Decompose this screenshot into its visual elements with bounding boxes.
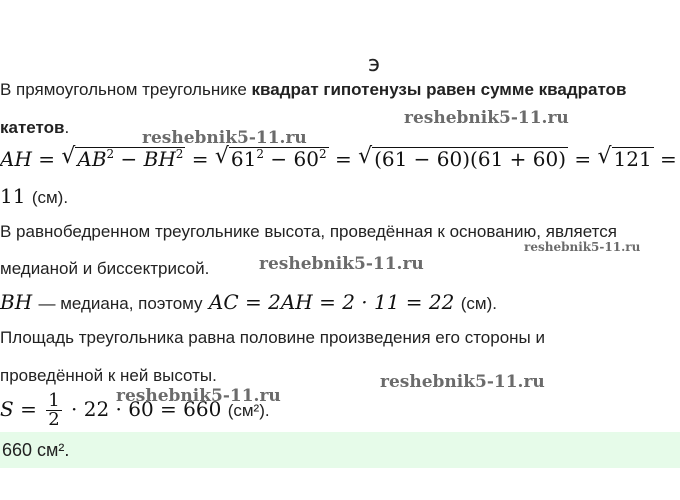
- eq1-minus-2: −: [270, 147, 288, 171]
- p1-plain: В прямоугольном треугольнике: [0, 80, 252, 99]
- eq1-sq-1: 2: [106, 147, 115, 161]
- p1-end: .: [64, 118, 70, 137]
- watermark-3: reshebnik5-11.ru: [524, 240, 641, 254]
- eq3-unit: (см²).: [227, 401, 270, 420]
- eq1-eq-1: =: [38, 147, 56, 171]
- eq1-sq-2: 2: [175, 147, 184, 161]
- eq1-eq-2: =: [191, 147, 209, 171]
- eq1-factor: (61 − 60)(61 + 60): [374, 147, 567, 171]
- eq1-ab: AB: [77, 147, 107, 171]
- eq3-den: 2: [48, 409, 60, 430]
- paragraph-2-line-1: В равнобедренном треугольнике высота, проведённая к основанию, является: [0, 222, 617, 241]
- eq1-eq-5: =: [660, 147, 677, 171]
- clipped-heading-glyph: э: [368, 58, 380, 72]
- eq1-n2: 60: [293, 147, 319, 171]
- eq3-num: 1: [48, 390, 60, 411]
- paragraph-1-line-1: [0, 80, 626, 100]
- eq2-bh: BH: [0, 290, 33, 314]
- eq1-n1: 61: [230, 147, 257, 171]
- eq2-text: — медиана, поэтому: [38, 294, 203, 313]
- eq1-lhs: AH: [0, 147, 32, 171]
- paragraph-3-line-2: проведённой к ней высоты.: [0, 366, 217, 385]
- watermark-4: reshebnik5-11.ru: [259, 254, 424, 274]
- eq1-sq-4: 2: [318, 147, 327, 161]
- eq1-unit: (см).: [31, 188, 69, 207]
- eq1-radical-3: [358, 147, 568, 171]
- eq2-unit: (см).: [460, 294, 497, 313]
- watermark-6: reshebnik5-11.ru: [116, 386, 281, 406]
- eq3-eq: =: [20, 397, 37, 421]
- eq1-sq-3: 2: [256, 147, 264, 161]
- eq1-minus-1: −: [120, 147, 138, 171]
- eq1-bh: BH: [143, 147, 176, 171]
- eq1-eq-3: =: [334, 147, 352, 171]
- eq3-s: S: [0, 397, 14, 421]
- p1-bold-b: катетов: [0, 118, 65, 137]
- equation-1-result: [0, 184, 68, 208]
- equation-1: [0, 147, 677, 171]
- answer-box: [0, 432, 680, 468]
- p1-bold-a: квадрат гипотенузы равен сумме квадратов: [251, 80, 627, 99]
- watermark-5: reshebnik5-11.ru: [380, 372, 545, 392]
- eq1-result: 11: [0, 184, 26, 208]
- eq1-radical-2: [215, 147, 329, 171]
- eq1-radical-4: [598, 147, 654, 171]
- paragraph-1-line-2: [0, 118, 69, 138]
- paragraph-2-line-2: медианой и биссектрисой.: [0, 259, 210, 278]
- eq2-expr: AC = 2AH = 2 · 11 = 22: [208, 290, 455, 314]
- watermark-1: reshebnik5-11.ru: [142, 128, 307, 148]
- answer-text: 660 см².: [2, 440, 70, 460]
- equation-2: [0, 290, 497, 314]
- paragraph-3-line-1: Площадь треугольника равна половине произведения его стороны и: [0, 328, 545, 347]
- eq1-n121: 121: [613, 147, 652, 171]
- eq1-radical-1: [61, 147, 185, 171]
- watermark-2: reshebnik5-11.ru: [404, 108, 569, 128]
- eq3-fraction: [46, 392, 61, 429]
- eq1-eq-4: =: [574, 147, 592, 171]
- eq3-rest: · 22 · 60 = 660: [71, 397, 222, 421]
